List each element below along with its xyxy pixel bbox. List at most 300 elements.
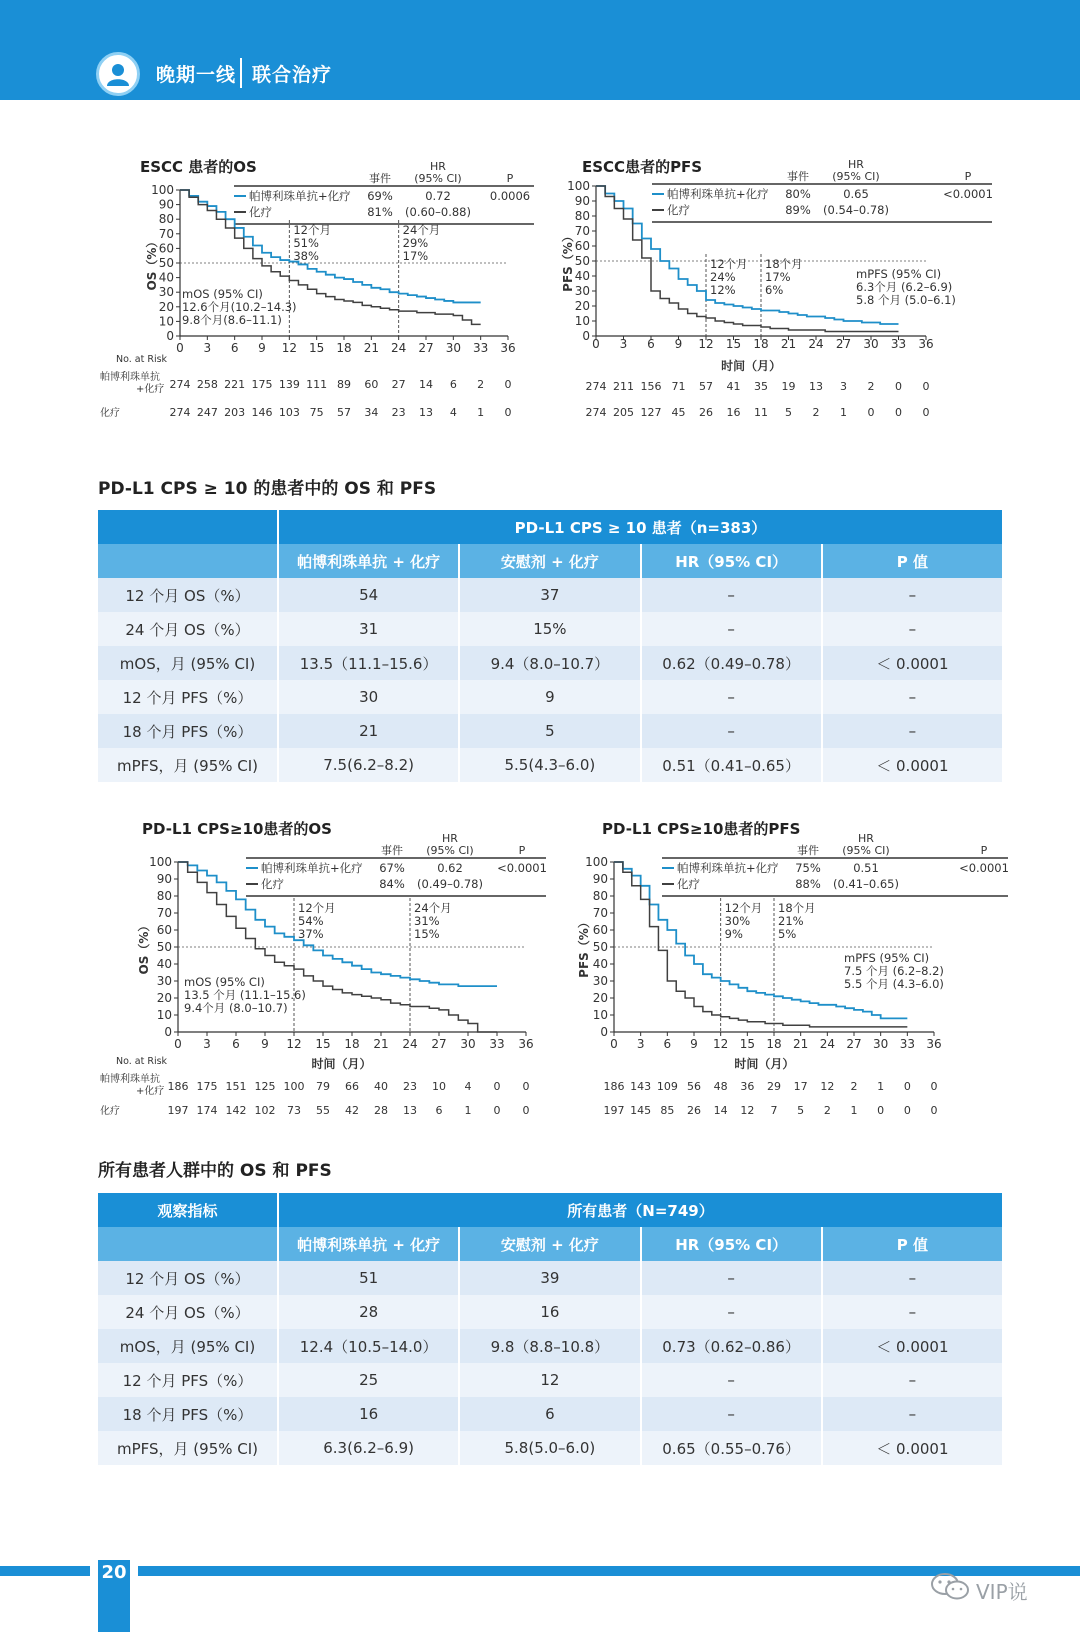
- y-tick-label: 100: [585, 855, 608, 869]
- table-header-cell: 观察指标: [98, 1193, 278, 1227]
- risk-value: 34: [364, 406, 379, 419]
- risk-value: 258: [196, 378, 218, 391]
- risk-value: 100: [283, 1080, 305, 1093]
- page-header: [0, 0, 1080, 100]
- table-cell: –: [641, 1261, 822, 1295]
- legend-p: <0.0001: [943, 187, 993, 201]
- table-cell: 18 个月 PFS（%）: [98, 714, 278, 748]
- median-survival-text: 5.8 个月 (5.0–6.1): [856, 293, 956, 307]
- x-tick-label: 18: [336, 341, 352, 355]
- x-tick-label: 27: [418, 341, 434, 355]
- legend-events: 81%: [367, 205, 393, 219]
- legend-series-name: 化疗: [249, 205, 272, 219]
- table-cell: 16: [278, 1397, 459, 1431]
- risk-value: 2: [812, 406, 820, 419]
- x-tick-label: 3: [619, 337, 628, 351]
- chart-escc-pfs: [556, 150, 1006, 445]
- table-cell: 54: [278, 578, 459, 612]
- y-axis-label: OS（%）: [137, 919, 151, 975]
- y-tick-label: 90: [156, 872, 172, 886]
- x-tick-label: 30: [863, 337, 879, 351]
- risk-value: 143: [630, 1080, 652, 1093]
- y-tick-label: 40: [592, 957, 608, 971]
- legend-hr: (0.49–0.78): [417, 877, 483, 891]
- table-cell: 16: [459, 1295, 640, 1329]
- timepoint-label: 18个月: [765, 257, 803, 271]
- y-tick-label: 20: [592, 991, 608, 1005]
- risk-value: 2: [867, 380, 875, 393]
- risk-value: 5: [785, 406, 792, 419]
- table-column-header: 安慰剂 + 化疗: [459, 1227, 640, 1261]
- table-header-row: [98, 510, 1003, 544]
- table-row: [98, 714, 1003, 748]
- x-tick-label: 36: [518, 1037, 534, 1051]
- table-cell: ＜ 0.0001: [822, 1329, 1003, 1363]
- risk-value: 103: [278, 406, 300, 419]
- risk-value: 0: [504, 378, 512, 391]
- timepoint-label: 51%: [293, 236, 319, 250]
- table-row: [98, 612, 1003, 646]
- x-tick-label: 15: [315, 1037, 331, 1051]
- risk-value: 0: [930, 1104, 938, 1117]
- risk-value: 19: [781, 380, 796, 393]
- median-survival-text: mOS (95% CI): [182, 287, 263, 301]
- risk-value: 197: [603, 1104, 625, 1117]
- risk-value: 205: [613, 406, 634, 419]
- timepoint-label: 12个月: [710, 257, 748, 271]
- y-tick-label: 10: [156, 1008, 172, 1022]
- table-cell: 0.73（0.62–0.86）: [641, 1329, 822, 1363]
- legend-events: 84%: [379, 877, 405, 891]
- risk-value: 0: [867, 406, 875, 419]
- section-title-all: 所有患者人群中的 OS 和 PFS: [98, 1161, 332, 1181]
- legend-events-header: 事件: [797, 844, 819, 857]
- risk-value: 45: [671, 406, 686, 419]
- legend-hr: (0.54–0.78): [823, 203, 889, 217]
- y-tick-label: 20: [574, 299, 590, 313]
- table-cell: –: [641, 714, 822, 748]
- risk-value: 175: [196, 1080, 218, 1093]
- x-tick-label: 18: [766, 1037, 782, 1051]
- risk-value: 1: [840, 406, 847, 419]
- x-tick-label: 36: [918, 337, 934, 351]
- risk-value: 1: [464, 1104, 472, 1117]
- legend-hr-header: HR: [848, 158, 864, 171]
- risk-value: 1: [477, 406, 485, 419]
- table-cell: ＜ 0.0001: [822, 748, 1003, 782]
- risk-value: 0: [504, 406, 512, 419]
- risk-value: 23: [391, 406, 406, 419]
- risk-value: 41: [726, 380, 741, 393]
- legend-p: <0.0001: [959, 861, 1009, 875]
- x-tick-label: 36: [926, 1037, 942, 1051]
- x-tick-label: 6: [232, 1037, 240, 1051]
- page-number: 20: [101, 1562, 127, 1583]
- x-tick-label: 18: [344, 1037, 360, 1051]
- risk-value: 2: [477, 378, 485, 391]
- table-cell: –: [641, 1295, 822, 1329]
- y-tick-label: 40: [574, 269, 590, 283]
- risk-value: 79: [316, 1080, 330, 1093]
- risk-row-label: 帕博利珠单抗: [100, 372, 160, 383]
- risk-value: 12: [740, 1104, 755, 1117]
- timepoint-label: 21%: [778, 914, 804, 928]
- table-row: [98, 646, 1003, 680]
- risk-value: 73: [287, 1104, 301, 1117]
- x-tick-label: 33: [890, 337, 907, 351]
- median-survival-text: mPFS (95% CI): [844, 951, 930, 965]
- timepoint-label: 12个月: [298, 901, 336, 915]
- table-cell: –: [641, 1397, 822, 1431]
- risk-value: 0: [493, 1080, 501, 1093]
- y-tick-label: 90: [592, 872, 608, 886]
- table-cell: 0.51（0.41–0.65）: [641, 748, 822, 782]
- risk-value: 71: [671, 380, 686, 393]
- x-tick-label: 30: [445, 341, 461, 355]
- table-cell: 5: [459, 714, 640, 748]
- table-cell: 28: [278, 1295, 459, 1329]
- x-axis-label: 时间（月）: [721, 359, 782, 373]
- legend-hr-header: HR: [442, 832, 458, 845]
- legend-events-header: 事件: [787, 170, 809, 183]
- y-tick-label: 20: [158, 299, 174, 314]
- table-row: [98, 1329, 1003, 1363]
- timepoint-label: 18个月: [778, 901, 816, 915]
- table-cell: –: [822, 578, 1003, 612]
- y-tick-label: 30: [592, 974, 608, 988]
- table-cell: 18 个月 PFS（%）: [98, 1397, 278, 1431]
- timepoint-label: 9%: [724, 927, 743, 941]
- risk-value: 0: [922, 406, 930, 419]
- x-tick-label: 9: [674, 337, 683, 351]
- median-survival-text: 9.4个月 (8.0–10.7): [184, 1001, 288, 1015]
- footer-gap: [90, 1566, 98, 1576]
- legend-events-header: 事件: [381, 844, 403, 857]
- y-tick-label: 0: [600, 1025, 608, 1039]
- risk-value: 10: [432, 1080, 446, 1093]
- risk-table-title: No. at Risk: [116, 1056, 168, 1067]
- table-cell: 0.65（0.55–0.76）: [641, 1431, 822, 1465]
- legend-hr-header: HR: [858, 832, 874, 845]
- y-tick-label: 100: [151, 183, 174, 197]
- risk-value: 35: [754, 380, 768, 393]
- chart-title: PD-L1 CPS≥10患者的PFS: [602, 820, 801, 838]
- table-row: [98, 1363, 1003, 1397]
- x-tick-label: 36: [500, 341, 516, 355]
- table-cell: ＜ 0.0001: [822, 1431, 1003, 1465]
- table-cell: 5.8(5.0–6.0): [459, 1431, 640, 1465]
- risk-value: 102: [254, 1104, 276, 1117]
- legend-events-header: 事件: [369, 172, 391, 185]
- median-survival-text: 7.5 个月 (6.2–8.2): [844, 964, 944, 978]
- median-survival-text: mOS (95% CI): [184, 975, 265, 989]
- median-survival-text: mPFS (95% CI): [856, 267, 942, 281]
- risk-value: 274: [169, 378, 191, 391]
- y-tick-label: 30: [574, 284, 590, 298]
- table-cell: –: [822, 1295, 1003, 1329]
- timepoint-label: 5%: [778, 927, 797, 941]
- table-cell: 13.5（11.1–15.6）: [278, 646, 459, 680]
- table-cell: 5.5(4.3–6.0): [459, 748, 640, 782]
- chart-cps10-pfs: [566, 812, 1012, 1125]
- x-tick-label: 21: [793, 1037, 809, 1051]
- legend-p-header: P: [506, 172, 514, 185]
- risk-row-label: 化疗: [100, 1106, 120, 1117]
- risk-value: 0: [895, 380, 902, 393]
- table-cell: 37: [459, 578, 640, 612]
- x-tick-label: 0: [610, 1037, 618, 1051]
- table-cell: 24 个月 OS（%）: [98, 1295, 278, 1329]
- y-axis-label: OS（%）: [145, 235, 159, 291]
- x-tick-label: 12: [713, 1037, 729, 1051]
- chart-title: ESCC 患者的OS: [140, 158, 257, 176]
- risk-row-label: +化疗: [136, 384, 165, 395]
- table-cell: 0.62（0.49–0.78）: [641, 646, 822, 680]
- table-cell: –: [641, 680, 822, 714]
- timepoint-label: 30%: [724, 914, 751, 928]
- table-header-cell: PD-L1 CPS ≥ 10 患者（n=383）: [278, 510, 1003, 544]
- y-tick-label: 80: [158, 212, 174, 227]
- brand-label: VIP说: [976, 1580, 1028, 1604]
- x-tick-label: 21: [373, 1037, 389, 1051]
- risk-value: 66: [345, 1080, 359, 1093]
- x-tick-label: 24: [819, 1037, 835, 1051]
- x-tick-label: 15: [725, 337, 742, 351]
- table-row: [98, 1397, 1003, 1431]
- risk-value: 85: [660, 1104, 675, 1117]
- y-tick-label: 50: [156, 940, 172, 954]
- table-cell: 39: [459, 1261, 640, 1295]
- x-tick-label: 15: [739, 1037, 755, 1051]
- risk-value: 13: [419, 406, 433, 419]
- table-cell: 25: [278, 1363, 459, 1397]
- table-cell: 6: [459, 1397, 640, 1431]
- table-cell: –: [822, 1397, 1003, 1431]
- risk-value: 1: [850, 1104, 858, 1117]
- risk-value: 146: [251, 406, 273, 419]
- y-tick-label: 0: [164, 1025, 172, 1039]
- table-cell: 12 个月 OS（%）: [98, 1261, 278, 1295]
- table-cell: 12 个月 PFS（%）: [98, 1363, 278, 1397]
- table-subheader-row: [98, 1227, 1003, 1261]
- risk-value: 6: [435, 1104, 443, 1117]
- risk-value: 139: [278, 378, 300, 391]
- risk-value: 0: [877, 1104, 885, 1117]
- y-tick-label: 80: [592, 889, 608, 903]
- legend-p: <0.0001: [497, 861, 547, 875]
- risk-value: 5: [797, 1104, 805, 1117]
- risk-value: 26: [687, 1104, 701, 1117]
- risk-value: 186: [603, 1080, 625, 1093]
- y-tick-label: 80: [574, 209, 590, 223]
- y-tick-label: 70: [158, 226, 174, 241]
- table-cell: 9.4（8.0–10.7）: [459, 646, 640, 680]
- table-column-header: P 值: [822, 544, 1003, 578]
- risk-value: 2: [850, 1080, 858, 1093]
- risk-value: 211: [613, 380, 634, 393]
- timepoint-label: 15%: [414, 927, 440, 941]
- risk-row-label: 帕博利珠单抗: [100, 1074, 160, 1085]
- risk-value: 125: [254, 1080, 276, 1093]
- legend-series-name: 化疗: [261, 877, 284, 891]
- risk-value: 55: [316, 1104, 330, 1117]
- chart-title: PD-L1 CPS≥10患者的OS: [142, 820, 332, 838]
- legend-hr: 0.65: [843, 187, 869, 201]
- legend-ci-header: (95% CI): [414, 172, 462, 185]
- risk-value: 27: [391, 378, 406, 391]
- x-tick-label: 6: [663, 1037, 672, 1051]
- x-tick-label: 18: [753, 337, 769, 351]
- chart-title: ESCC患者的PFS: [582, 158, 703, 176]
- legend-hr: 0.62: [437, 861, 463, 875]
- y-tick-label: 0: [582, 329, 590, 343]
- x-tick-label: 24: [391, 341, 407, 355]
- table-column-header: 帕博利珠单抗 + 化疗: [278, 544, 459, 578]
- x-tick-label: 15: [309, 341, 325, 355]
- median-survival-text: 6.3个月 (6.2–6.9): [856, 280, 953, 294]
- y-tick-label: 60: [574, 239, 590, 253]
- legend-p: 0.0006: [489, 189, 531, 203]
- x-axis-label: 时间（月）: [311, 1057, 372, 1071]
- risk-value: 14: [419, 378, 433, 391]
- x-tick-label: 27: [846, 1037, 862, 1051]
- x-tick-label: 33: [899, 1037, 915, 1051]
- risk-value: 1: [877, 1080, 885, 1093]
- section-title-cps10: PD-L1 CPS ≥ 10 的患者中的 OS 和 PFS: [98, 479, 437, 499]
- risk-value: 57: [699, 380, 713, 393]
- timepoint-label: 12个月: [293, 223, 331, 237]
- x-tick-label: 9: [258, 341, 266, 355]
- risk-value: 127: [640, 406, 662, 419]
- table-column-header: P 值: [822, 1227, 1003, 1261]
- risk-value: 203: [224, 406, 246, 419]
- table-cell: –: [822, 680, 1003, 714]
- risk-value: 151: [225, 1080, 247, 1093]
- table-cell: 51: [278, 1261, 459, 1295]
- legend-hr: (0.60–0.88): [405, 205, 471, 219]
- table-cps10: [98, 510, 1004, 782]
- legend-events: 89%: [785, 203, 811, 217]
- y-tick-label: 40: [156, 957, 172, 971]
- y-tick-label: 100: [149, 855, 172, 869]
- chart-cps10-os: [96, 812, 556, 1125]
- legend-p-header: P: [518, 844, 526, 857]
- timepoint-label: 17%: [765, 270, 791, 284]
- legend-series-name: 帕博利珠单抗+化疗: [249, 189, 351, 203]
- table-row: [98, 748, 1003, 782]
- footer-gap: [130, 1566, 138, 1576]
- x-tick-label: 3: [203, 341, 212, 355]
- table-cell: 15%: [459, 612, 640, 646]
- risk-value: 42: [345, 1104, 359, 1117]
- table-cell: 21: [278, 714, 459, 748]
- table-cell: –: [641, 578, 822, 612]
- risk-value: 142: [225, 1104, 247, 1117]
- legend-hr: 0.51: [853, 861, 879, 875]
- legend-ci-header: (95% CI): [842, 844, 890, 857]
- median-survival-text: 5.5 个月 (4.3–6.0): [844, 977, 944, 991]
- risk-row-label: +化疗: [136, 1086, 165, 1097]
- x-tick-label: 3: [636, 1037, 645, 1051]
- footer-bar: [0, 1566, 1080, 1576]
- y-tick-label: 40: [158, 270, 174, 285]
- timepoint-label: 29%: [402, 236, 429, 250]
- chart-escc-os: [96, 150, 546, 445]
- legend-hr: 0.72: [425, 189, 451, 203]
- table-header-cell: [98, 510, 278, 544]
- timepoint-label: 24个月: [414, 901, 452, 915]
- risk-value: 109: [656, 1080, 678, 1093]
- risk-value: 274: [585, 380, 607, 393]
- risk-value: 89: [337, 378, 351, 391]
- table-cell: 30: [278, 680, 459, 714]
- timepoint-label: 17%: [402, 249, 429, 263]
- table-cell: mOS，月 (95% CI): [98, 1329, 278, 1363]
- y-tick-label: 30: [156, 974, 172, 988]
- table-column-header: HR（95% CI）: [641, 1227, 822, 1261]
- x-tick-label: 24: [402, 1037, 418, 1051]
- x-tick-label: 24: [808, 337, 824, 351]
- x-tick-label: 27: [431, 1037, 447, 1051]
- risk-value: 4: [449, 406, 457, 419]
- legend-series-name: 帕博利珠单抗+化疗: [261, 861, 363, 875]
- y-tick-label: 80: [156, 889, 172, 903]
- legend-p-header: P: [964, 170, 972, 183]
- risk-value: 28: [374, 1104, 388, 1117]
- user-icon: [96, 52, 140, 96]
- y-tick-label: 60: [158, 241, 174, 256]
- table-cell: 12 个月 OS（%）: [98, 578, 278, 612]
- median-survival-text: 12.6个月(10.2–14.3): [182, 300, 297, 314]
- x-tick-label: 12: [286, 1037, 302, 1051]
- risk-value: 111: [306, 378, 328, 391]
- timepoint-label: 12个月: [724, 901, 763, 915]
- x-tick-label: 21: [363, 341, 379, 355]
- table-cell: mPFS，月 (95% CI): [98, 748, 278, 782]
- risk-value: 4: [464, 1080, 472, 1093]
- y-tick-label: 50: [592, 940, 608, 954]
- legend-hr: (0.41–0.65): [833, 877, 899, 891]
- table-cell: –: [822, 612, 1003, 646]
- risk-row-label: 化疗: [100, 408, 120, 419]
- risk-value: 247: [196, 406, 218, 419]
- timepoint-label: 24个月: [402, 223, 441, 237]
- y-tick-label: 70: [156, 906, 172, 920]
- header-divider: [240, 58, 242, 88]
- x-tick-label: 12: [281, 341, 297, 355]
- y-tick-label: 100: [567, 179, 590, 193]
- risk-table-title: No. at Risk: [116, 354, 168, 365]
- risk-value: 11: [754, 406, 768, 419]
- risk-value: 0: [903, 1104, 911, 1117]
- legend-p-header: P: [980, 844, 988, 857]
- timepoint-label: 31%: [414, 914, 440, 928]
- table-subheader-row: [98, 544, 1003, 578]
- y-tick-label: 70: [592, 906, 608, 920]
- legend-ci-header: (95% CI): [832, 170, 880, 183]
- timepoint-label: 54%: [298, 914, 324, 928]
- risk-value: 16: [726, 406, 741, 419]
- y-tick-label: 0: [166, 329, 174, 343]
- table-cell: mPFS，月 (95% CI): [98, 1431, 278, 1465]
- x-tick-label: 6: [647, 337, 655, 351]
- x-tick-label: 33: [473, 341, 489, 355]
- y-tick-label: 30: [158, 285, 174, 300]
- x-tick-label: 9: [261, 1037, 269, 1051]
- y-tick-label: 10: [158, 314, 174, 329]
- risk-value: 3: [840, 380, 847, 393]
- table-header-row: [98, 1193, 1003, 1227]
